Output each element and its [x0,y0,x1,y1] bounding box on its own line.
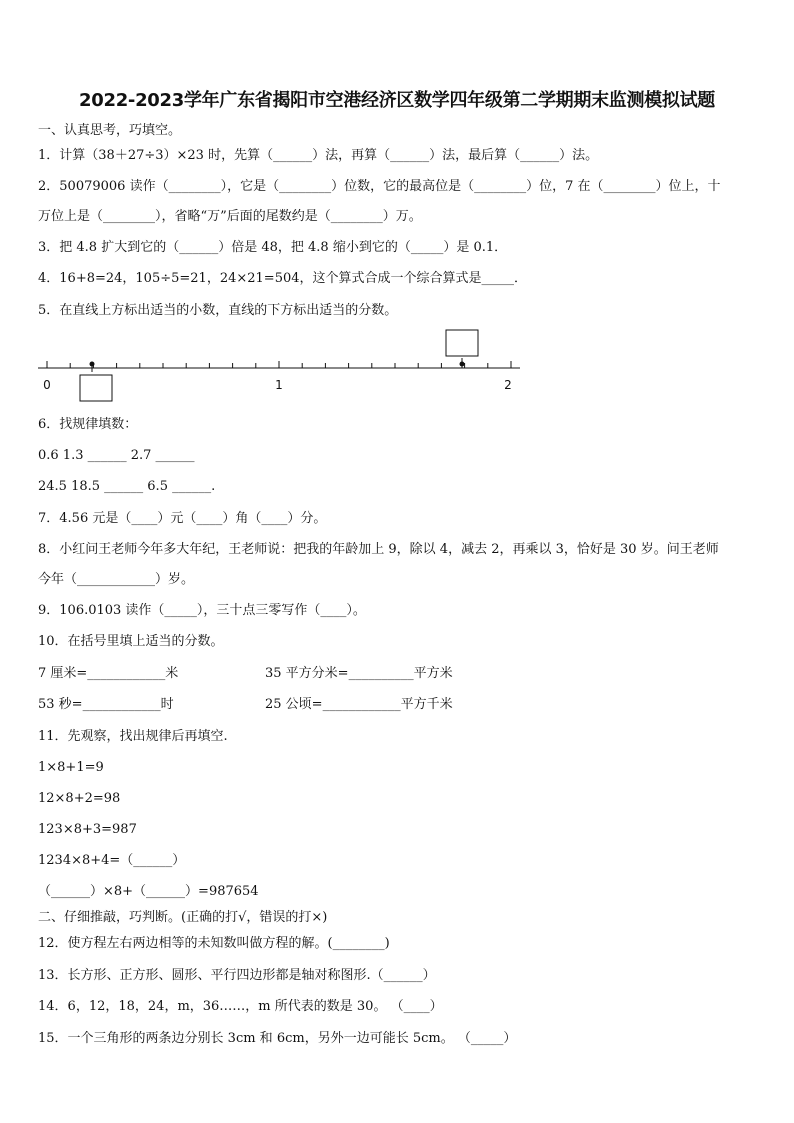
question-6-row-1: 0.6 1.3 ______ 2.7 ______ [38,448,195,463]
answer-box-below[interactable] [80,375,112,401]
question-12: 12．使方程左右两边相等的未知数叫做方程的解。(________) [38,936,390,951]
question-13: 13．长方形、正方形、圆形、平行四边形都是轴对称图形.（______） [38,968,436,983]
question-15: 15．一个三角形的两条边分别长 3cm 和 6cm，另外一边可能长 5cm。 （_____） [38,1031,517,1046]
tick-label-2: 2 [504,378,512,392]
question-6-row-2: 24.5 18.5 ______ 6.5 ______. [38,479,216,494]
question-11-row-3: 123×8+3=987 [38,822,137,837]
section-heading-judge: 二、仔细推敲，巧判断。(正确的打√，错误的打×) [38,910,328,925]
question-11-row-4: 1234×8+4=（______） [38,853,186,868]
question-5: 5．在直线上方标出适当的小数，直线的下方标出适当的分数。 [38,303,398,318]
question-10-item-a: 7 厘米=____________米 [38,666,179,681]
question-11-row-1: 1×8+1=9 [38,760,104,775]
question-10: 10．在括号里填上适当的分数。 [38,634,224,649]
question-3: 3．把 4.8 扩大到它的（______）倍是 48，把 4.8 缩小到它的（_____）是 0.1． [38,240,508,255]
tick-label-1: 1 [275,378,283,392]
question-11: 11．先观察，找出规律后再填空. [38,729,228,744]
question-8-line-1: 8．小红问王老师今年多大年纪，王老师说：把我的年龄加上 9，除以 4，减去 2，再乘以 3，恰好是 30 岁。问王老师 [38,542,719,557]
question-9: 9．106.0103 读作（_____），三十点三零写作（____）。 [38,603,366,618]
question-11-row-2: 12×8+2=98 [38,791,121,806]
section-heading-fill-blank: 一、认真思考，巧填空。 [38,123,182,138]
question-1: 1．计算（38＋27÷3）×23 时，先算（______）法，再算（______）法，最后算（______）法。 [38,148,599,163]
question-10-item-c: 53 秒=____________时 [38,697,174,712]
question-4: 4．16+8=24，105÷5=21，24×21=504，这个算式合成一个综合算式是_____． [38,271,528,286]
question-14: 14．6，12，18，24，m，36……，m 所代表的数是 30。 （____） [38,999,443,1014]
number-line-ticks [47,361,511,368]
page-title: 2022-2023学年广东省揭阳市空港经济区数学四年级第二学期期末监测模拟试题 [79,90,715,111]
number-line-svg [30,326,530,406]
question-8-line-2: 今年（____________）岁。 [38,572,195,587]
number-line-figure [30,326,530,406]
question-10-item-b: 35 平方分米=__________平方米 [265,666,453,681]
question-7: 7．4.56 元是（____）元（____）角（____）分。 [38,511,327,526]
question-2-line-2: 万位上是（________），省略“万”后面的尾数约是（________）万。 [38,209,422,224]
question-6: 6．找规律填数： [38,417,138,432]
answer-box-above[interactable] [446,330,478,356]
question-10-item-d: 25 公顷=____________平方千米 [265,697,453,712]
question-11-row-5: （______）×8+（______）=987654 [38,884,259,899]
question-2-line-1: 2．50079006 读作（________），它是（________）位数，它的最高位是（________）位，7 在（________）位上，十 [38,179,721,194]
tick-label-0: 0 [43,378,51,392]
